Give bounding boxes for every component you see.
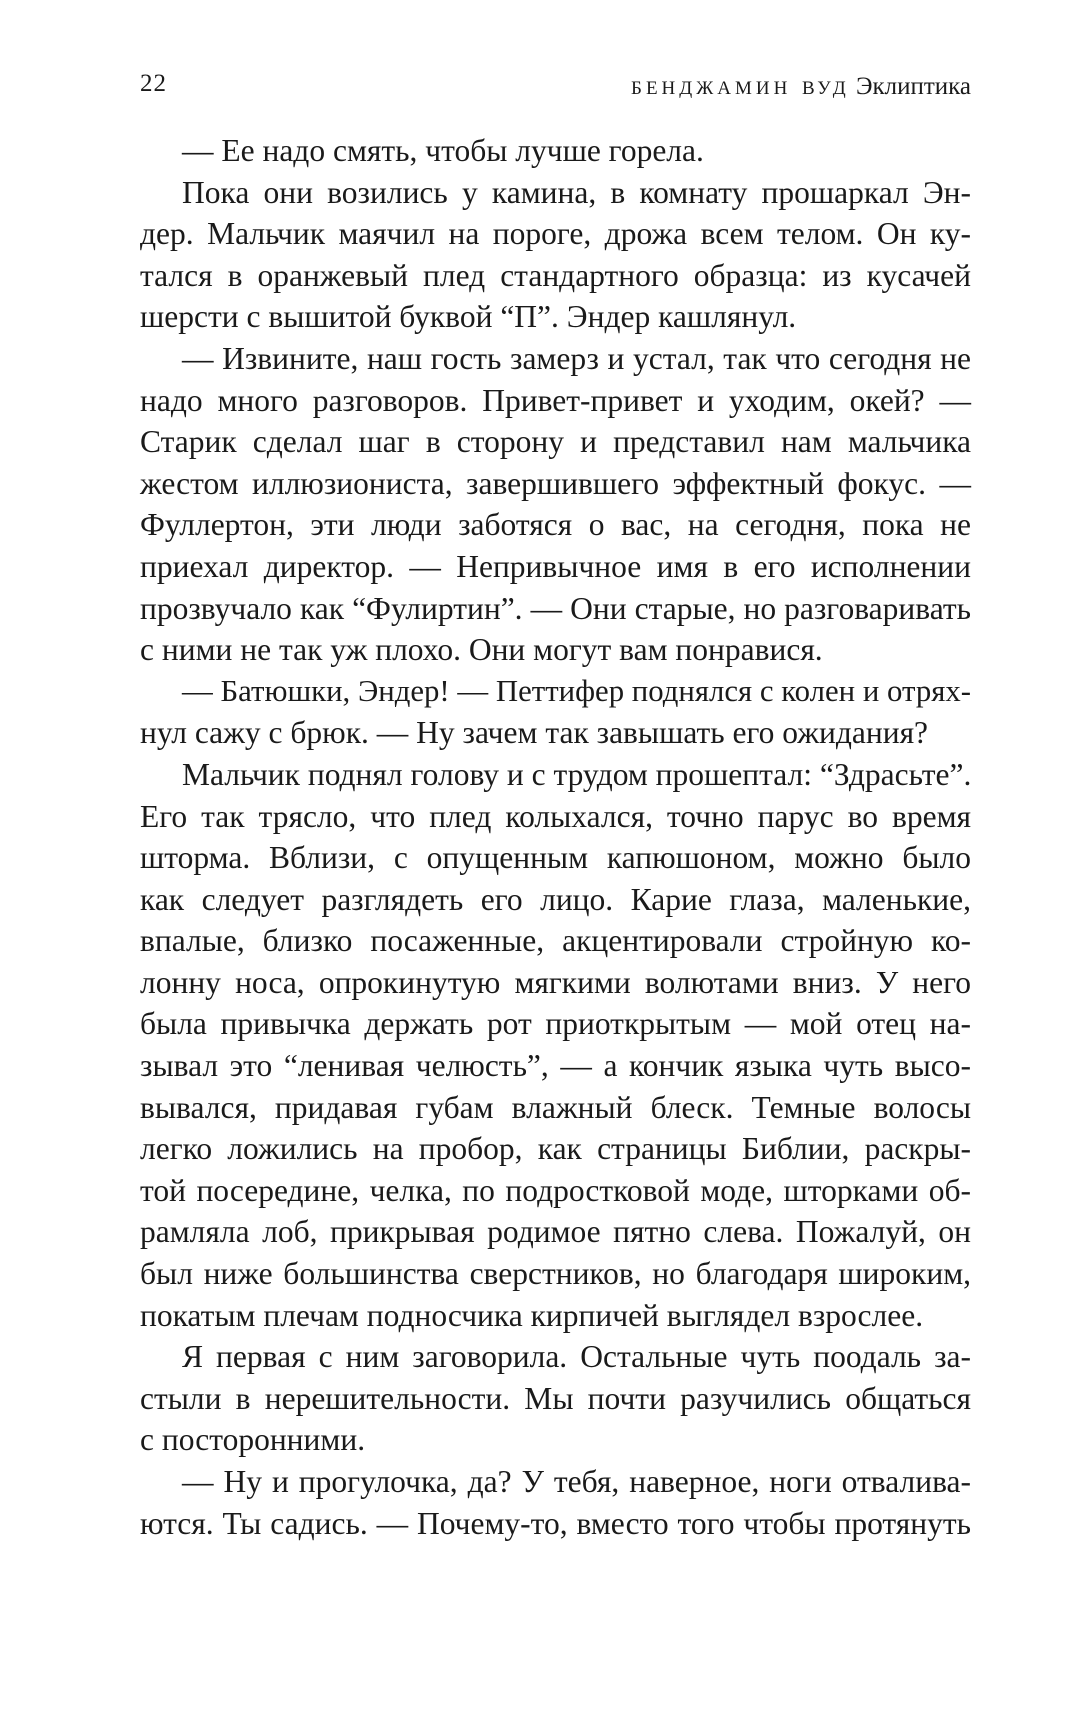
text-line: с ними не так уж плохо. Они могут вам понравися. (140, 632, 823, 668)
text-line: была привычка держать рот приоткрытым — мой отец на- (140, 1006, 971, 1042)
text-line: той посередине, челка, по подростковой моде, шторками об- (140, 1172, 971, 1208)
text-line: — Ну и прогулочка, да? У тебя, наверное, ноги отвалива- (182, 1464, 971, 1499)
text-line: Фуллертон, эти люди заботяся о вас, на сегодня, пока не (140, 507, 971, 543)
text-line: Старик сделал шаг в сторону и представил нам мальчика (140, 424, 971, 460)
text-line: рамляла лоб, прикрывая родимое пятно слева. Пожалуй, он (140, 1214, 971, 1250)
text-line: ются. Ты садись. — Почему-то, вместо того чтобы протянуть (140, 1505, 971, 1541)
text-line: с посторонними. (140, 1422, 366, 1458)
text-line: лонну носа, опрокинутую мягкими волютами вниз. У него (140, 964, 971, 1000)
text-line: был ниже большинства сверстников, но благодаря широким, (140, 1256, 971, 1292)
text-line: нул сажу с брюк. — Ну зачем так завышать его ожидания? (140, 715, 929, 751)
running-head-title: Эклиптика (855, 73, 971, 100)
text-line: приехал директор. — Непривычное имя в его исполнении (140, 548, 971, 584)
text-line: покатым плечам подносчика кирпичей выглядел взрослее. (140, 1297, 924, 1333)
text-line: — Извините, наш гость замерз и устал, так что сегодня не (182, 340, 971, 376)
text-line: легко ложились на пробор, как страницы Библии, раскры- (140, 1131, 971, 1167)
text-line: Мальчик поднял голову и с трудом прошептал: “Здрасьте”. (182, 756, 972, 792)
text-line: шерсти с вышитой буквой “П”. Эндер кашлянул. (140, 299, 797, 335)
text-line: тался в оранжевый плед стандартного образца: из кусачей (140, 257, 971, 293)
running-head-author: бенджамин вуд (631, 70, 850, 100)
body-text (140, 130, 971, 1544)
text-line: как следует разглядеть его лицо. Карие глаза, маленькие, (140, 881, 971, 917)
text-line: прозвучало как “Фулиртин”. — Они старые, но разговаривать (140, 590, 971, 626)
text-line: жестом иллюзиониста, завершившего эффектный фокус. — (140, 465, 971, 501)
text-line: надо много разговоров. Привет-привет и уходим, окей? — (140, 382, 971, 418)
text-line: Его так трясло, что плед колыхался, точно парус во время (140, 798, 971, 834)
text-line: вывался, придавая губам влажный блеск. Темные волосы (140, 1089, 971, 1125)
text-line: стыли в нерешительности. Мы почти разучились общаться (140, 1380, 971, 1416)
text-line: зывал это “ленивая челюсть”, — а кончик языка чуть высо- (140, 1048, 971, 1084)
text-line: Я первая с ним заговорила. Остальные чуть поодаль за- (182, 1339, 971, 1375)
text-line: шторма. Вблизи, с опущенным капюшоном, можно было (140, 840, 971, 876)
text-line: — Ее надо смять, чтобы лучше горела. (182, 133, 704, 168)
text-line: — Батюшки, Эндер! — Петтифер поднялся с колен и отрях- (182, 673, 971, 708)
text-line: дер. Мальчик маячил на пороге, дрожа всем телом. Он ку- (140, 216, 971, 252)
text-line: впалые, близко посаженные, акцентировали стройную ко- (140, 923, 971, 959)
running-head (631, 70, 971, 101)
text-line: Пока они возились у камина, в комнату прошаркал Эн- (182, 174, 971, 210)
page-header (140, 64, 971, 104)
page-number: 22 (140, 70, 167, 97)
